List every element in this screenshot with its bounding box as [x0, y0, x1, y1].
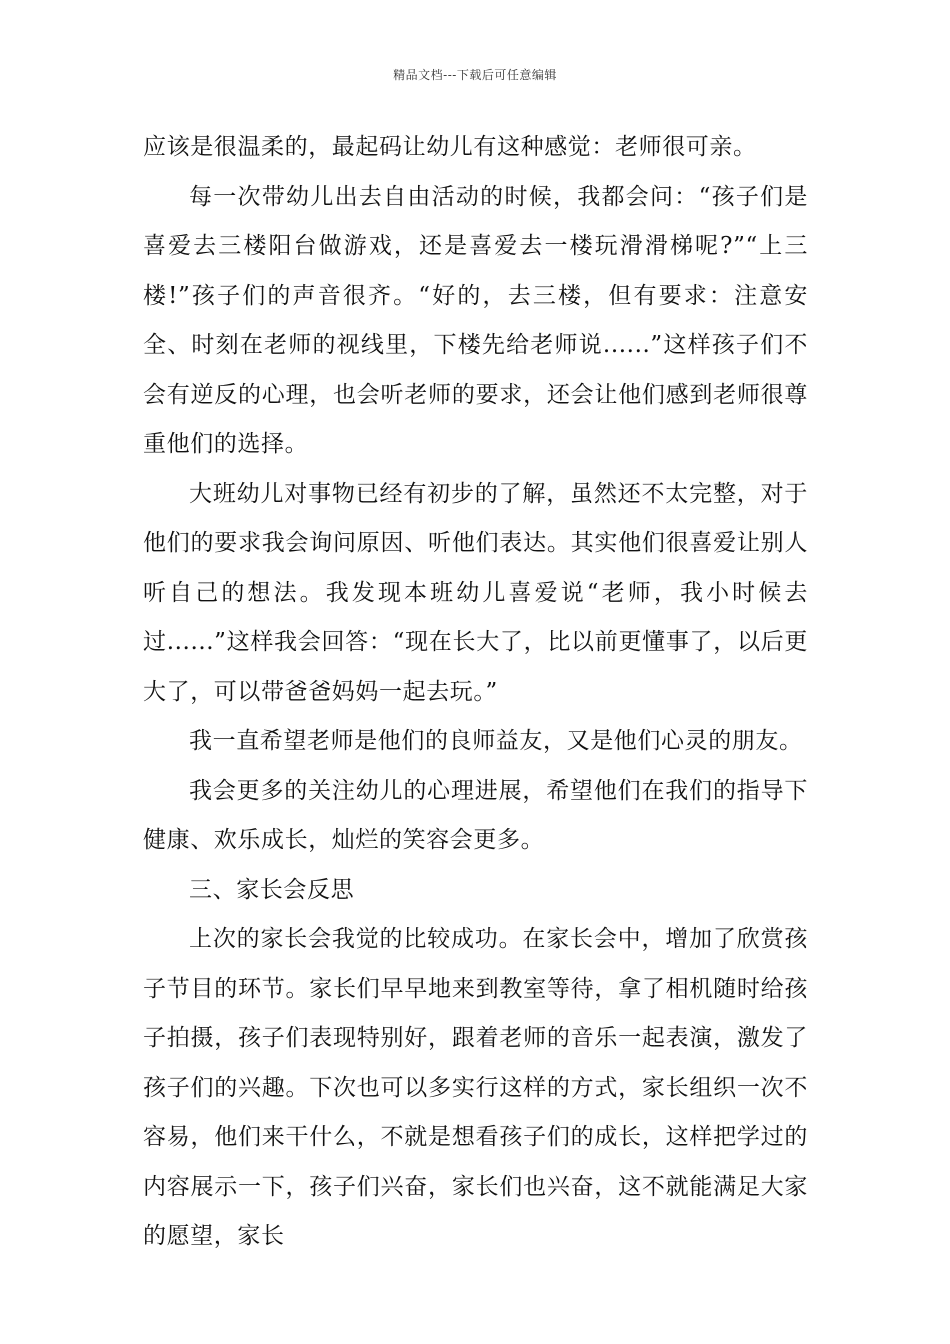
paragraph-parent-meeting: 上次的家长会我觉的比较成功。在家长会中，增加了欣赏孩子节目的环节。家长们早早地来到教室等待，拿了相机随时给孩子拍摄，孩子们表现特别好，跟着老师的音乐一起表演，激发了孩子们的兴趣。下次也可以多实行这样的方式，家长组织一次不容易，他们来干什么，不就是想看孩子们的成长，这样把学过的内容展示一下，孩子们兴奋，家长们也兴奋，这不就能满足大家的愿望，家长	[143, 926, 808, 1249]
paragraph-continuation: 应该是很温柔的，最起码让幼儿有这种感觉：老师很可亲。	[143, 134, 757, 160]
paragraph-free-activity: 每一次带幼儿出去自由活动的时候，我都会问：“孩子们是喜爱去三楼阳台做游戏，还是喜爱去一楼玩滑滑梯呢?”“上三楼!”孩子们的声音很齐。“好的，去三楼，但有要求：注意安全、时刻在老师的视线里，下楼先给老师说......”这样孩子们不会有逆反的心理，也会听老师的要求，还会让他们感到老师很尊重他们的选择。	[143, 183, 808, 457]
page-header: 精品文档---下载后可任意编辑	[393, 68, 557, 82]
section-heading-parent-meeting: 三、家长会反思	[189, 876, 355, 903]
paragraph-mentor-hope: 我一直希望老师是他们的良师益友，又是他们心灵的朋友。	[189, 728, 803, 754]
paragraph-psychology: 我会更多的关注幼儿的心理进展，希望他们在我们的指导下健康、欢乐成长，灿烂的笑容会更多。	[143, 777, 808, 853]
document-body	[143, 123, 808, 1262]
paragraph-understanding: 大班幼儿对事物已经有初步的了解，虽然还不太完整，对于他们的要求我会询问原因、听他们表达。其实他们很喜爱让别人听自己的想法。我发现本班幼儿喜爱说“老师，我小时候去过......”这样我会回答：“现在长大了，比以前更懂事了，以后更大了，可以带爸爸妈妈一起去玩。”	[143, 480, 808, 705]
